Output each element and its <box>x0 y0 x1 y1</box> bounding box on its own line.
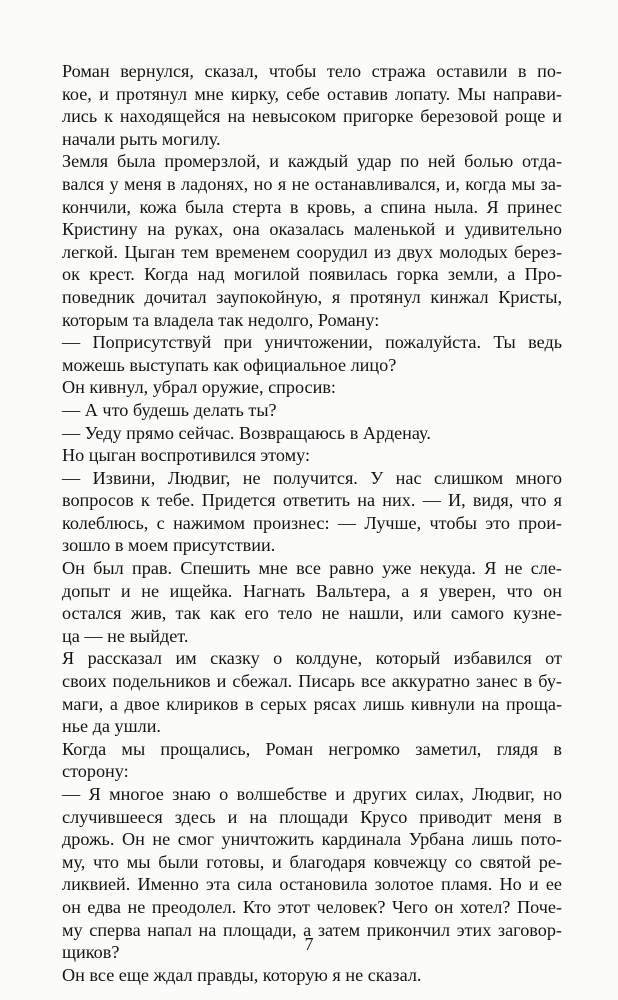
text-line: нье да ушли. <box>62 716 161 737</box>
text-line: ца — не выйдет. <box>62 625 189 646</box>
text-line: поведник дочитал заупокойную, я протянул кинжал Кристы, <box>62 286 562 307</box>
text-line: ок крест. Когда над могилой появилась горка земли, а Про- <box>62 264 562 285</box>
text-line: кончили, кожа была стерта в кровь, а спина ныла. Я принес <box>62 196 562 217</box>
paragraph <box>62 467 562 557</box>
text-line: он едва не преодолел. Кто этот человек? Чего он хотел? Поче- <box>62 896 562 917</box>
paragraph <box>62 60 562 150</box>
text-line: Земля была промерзлой, и каждый удар по ней болью отда- <box>62 151 562 172</box>
paragraph <box>62 399 562 422</box>
text-line: Когда мы прощались, Роман негромко заметил, глядя в <box>62 738 562 759</box>
text-line: легкой. Цыган тем временем соорудил из двух молодых берез- <box>62 241 562 262</box>
text-line: — Извини, Людвиг, не получится. У нас слишком много <box>62 467 562 488</box>
paragraph <box>62 331 562 376</box>
text-line: Роман вернулся, сказал, чтобы тело стража оставили в по- <box>62 61 562 81</box>
text-line: Он все еще ждал правды, которую я не сказал. <box>62 964 422 985</box>
text-line: лись к находящейся на невысоком пригорке березовой роще и <box>62 106 562 127</box>
text-line: щиков? <box>62 942 120 963</box>
paragraph <box>62 964 562 987</box>
text-line: колеблюсь, с нажимом произнес: — Лучше, чтобы это прои- <box>62 512 562 533</box>
text-line: му сперва напал на площади, а затем прикончил этих заговор- <box>62 919 562 940</box>
text-line: ликвией. Именно эта сила остановила золотое пламя. Но и ее <box>62 874 562 895</box>
text-line: Я рассказал им сказку о колдуне, который избавился от <box>62 648 562 669</box>
paragraph <box>62 444 562 467</box>
text-line: Он кивнул, убрал оружие, спросив: <box>62 377 336 398</box>
text-line: сторону: <box>62 761 129 782</box>
text-line: — Я многое знаю о волшебстве и других силах, Людвиг, но <box>62 784 562 804</box>
paragraph <box>62 647 562 737</box>
paragraph <box>62 557 562 647</box>
text-line: можешь выступать как официальное лицо? <box>62 354 397 375</box>
text-line: — А что будешь делать ты? <box>62 399 277 420</box>
text-line: которым та владела так недолго, Роману: <box>62 309 380 330</box>
text-line: Но цыган воспротивился этому: <box>62 445 311 466</box>
text-line: — Уеду прямо сейчас. Возвращаюсь в Арденау. <box>62 422 431 443</box>
text-line: му, что мы были готовы, и благодаря ковчежцу со святой ре- <box>62 851 562 872</box>
page-text <box>62 60 562 986</box>
text-line: — Поприсутствуй при уничтожении, пожалуйста. Ты ведь <box>62 332 562 353</box>
paragraph <box>62 376 562 399</box>
text-line: Кристину на руках, она оказалась маленькой и удивительно <box>62 219 562 240</box>
text-line: дрожь. Он не смог уничтожить кардинала Урбана лишь пото- <box>62 829 562 850</box>
paragraph <box>62 422 562 445</box>
paragraph <box>62 738 562 783</box>
text-line: своих подельников и сбежал. Писарь все аккуратно занес в бу- <box>62 671 562 692</box>
text-line: допыт и не ищейка. Нагнать Вальтера, а я уверен, что он <box>62 580 562 601</box>
text-line: кое, и протянул мне кирку, себе оставив лопату. Мы направи- <box>62 83 562 104</box>
text-line: начали рыть могилу. <box>62 128 221 149</box>
text-line: зошло в моем присутствии. <box>62 535 276 556</box>
paragraph <box>62 150 562 331</box>
text-line: остался жив, так как его тело не нашли, или самого кузне- <box>62 603 562 624</box>
text-line: вался у меня в ладонях, но я не останавливался, и, когда мы за- <box>62 173 562 194</box>
text-line: случившееся здесь и на площади Крусо приводит меня в <box>62 806 562 827</box>
text-line: маги, а двое клириков в серых рясах лишь кивнули на проща- <box>62 693 562 714</box>
text-line: вопросов к тебе. Придется ответить на них. — И, видя, что я <box>62 490 562 511</box>
text-line: Он был прав. Спешить мне все равно уже некуда. Я не сле- <box>62 558 562 579</box>
page-number: 7 <box>304 934 314 954</box>
